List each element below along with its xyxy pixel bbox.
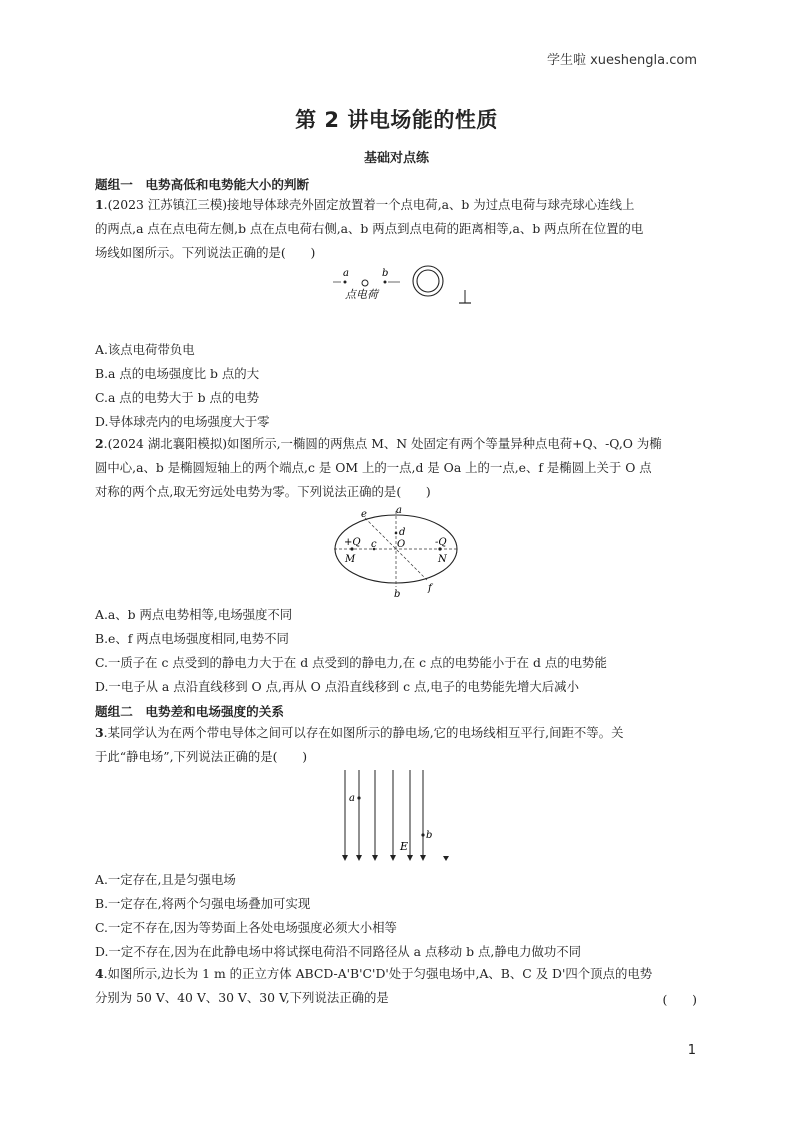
question-3-figure: [338, 768, 456, 864]
fig1-point-a: [344, 281, 347, 284]
q2-option-d[interactable]: D.一电子从 a 点沿直线移到 O 点,再从 O 点沿直线移到 c 点,电子的电势能先增大后减小: [95, 679, 579, 694]
fig3-label-E: E: [400, 840, 409, 853]
question-2-line-3: 对称的两个点,取无穷远处电势为零。下列说法正确的是( ): [95, 484, 431, 499]
fig2-label-O: O: [397, 539, 406, 550]
fig1-point-charge: [362, 280, 368, 286]
page-number: 1: [687, 1043, 696, 1058]
q1-option-b[interactable]: B.a 点的电场强度比 b 点的大: [95, 366, 260, 381]
fig2-label-c: c: [371, 539, 377, 550]
fig2-label-N: N: [438, 554, 447, 565]
question-text: .(2024 湖北襄阳模拟)如图所示,一椭圆的两焦点 M、N 处固定有两个等量异种点电荷+Q、-Q,O 为椭: [103, 436, 662, 451]
fig1-point-b: [384, 281, 387, 284]
group-heading-1: 题组一 电势高低和电势能大小的判断: [95, 177, 310, 192]
question-text: .某同学认为在两个带电导体之间可以存在如图所示的静电场,它的电场线相互平行,间距不等。关: [103, 725, 624, 740]
q2-option-a[interactable]: A.a、b 两点电势相等,电场强度不同: [95, 607, 293, 622]
fig2-label-M: M: [345, 554, 356, 565]
q1-option-c[interactable]: C.a 点的电势大于 b 点的电势: [95, 390, 260, 405]
question-number: 1: [95, 197, 104, 212]
question-2-line-2: 圆中心,a、b 是椭圆短轴上的两个端点,c 是 OM 上的一点,d 是 Oa 上的一点,e、f 是椭圆上关于 O 点: [95, 460, 652, 475]
question-text: .(2023 江苏镇江三模)接地导体球壳外固定放置着一个点电荷,a、b 为过点电荷与球壳球心连线上: [103, 197, 635, 212]
question-2-figure: [330, 503, 462, 599]
fig1-label-a: a: [343, 268, 349, 279]
question-1-line-3: 场线如图所示。下列说法正确的是( ): [95, 245, 316, 260]
fig3-point-b: [421, 833, 424, 836]
fig2-label-f: f: [428, 583, 432, 594]
fig2-label-b: b: [394, 589, 401, 599]
fig2-label-d: d: [399, 527, 406, 538]
fig2-label-e: e: [361, 509, 367, 520]
question-4-line-1: [95, 966, 700, 982]
watermark: 学生啦 xueshengla.com: [546, 53, 697, 68]
question-1-figure: [330, 262, 480, 308]
q1-option-a[interactable]: A.该点电荷带负电: [95, 342, 195, 357]
question-1-line-1: [95, 197, 700, 213]
q1-option-d[interactable]: D.导体球壳内的电场强度大于零: [95, 414, 270, 429]
page-title: 第 2 讲电场能的性质: [295, 108, 498, 132]
group-heading-2: 题组二 电势差和电场强度的关系: [95, 704, 284, 719]
question-2-line-1: [95, 436, 700, 452]
q4-answer-paren: ( ): [662, 992, 697, 1007]
question-1-line-2: 的两点,a 点在点电荷左侧,b 点在点电荷右侧,a、b 两点到点电荷的距离相等,a、b 两点所在位置的电: [95, 221, 644, 236]
fig1-label-charge: 点电荷: [345, 288, 378, 301]
q3-option-b[interactable]: B.一定存在,将两个匀强电场叠加可实现: [95, 896, 311, 911]
fig2-label-a: a: [396, 505, 402, 516]
fig1-label-b: b: [382, 268, 389, 279]
q3-option-a[interactable]: A.一定存在,且是匀强电场: [95, 872, 236, 887]
fig1-shell-inner: [417, 270, 439, 292]
question-number: 3: [95, 725, 104, 740]
fig2-point-d: [395, 532, 398, 535]
section-subtitle: 基础对点练: [363, 151, 429, 166]
question-number: 2: [95, 436, 104, 451]
q2-option-b[interactable]: B.e、f 两点电场强度相同,电势不同: [95, 631, 289, 646]
q3-option-d[interactable]: D.一定不存在,因为在此静电场中将试探电荷沿不同路径从 a 点移动 b 点,静电力做功不同: [95, 944, 582, 959]
fig3-label-a: a: [349, 793, 355, 804]
question-3-line-2: 于此“静电场”,下列说法正确的是( ): [95, 749, 308, 764]
q2-option-c[interactable]: C.一质子在 c 点受到的静电力大于在 d 点受到的静电力,在 c 点的电势能小于在 d 点的电势能: [95, 655, 607, 670]
question-3-line-1: [95, 725, 700, 741]
fig2-label-minusQ: -Q: [435, 537, 447, 548]
question-4-line-2: 分别为 50 V、40 V、30 V、30 V,下列说法正确的是: [95, 990, 389, 1005]
fig3-label-b: b: [426, 830, 433, 841]
fig2-label-plusQ: +Q: [344, 537, 361, 548]
fig3-point-a: [357, 796, 360, 799]
fig3-arrow-mark: [443, 856, 449, 861]
question-number: 4: [95, 966, 104, 981]
question-text: .如图所示,边长为 1 m 的正立方体 ABCD-A'B'C'D'处于匀强电场中,A、B、C 及 D'四个顶点的电势: [103, 966, 653, 981]
q3-option-c[interactable]: C.一定不存在,因为等势面上各处电场强度必须大小相等: [95, 920, 397, 935]
